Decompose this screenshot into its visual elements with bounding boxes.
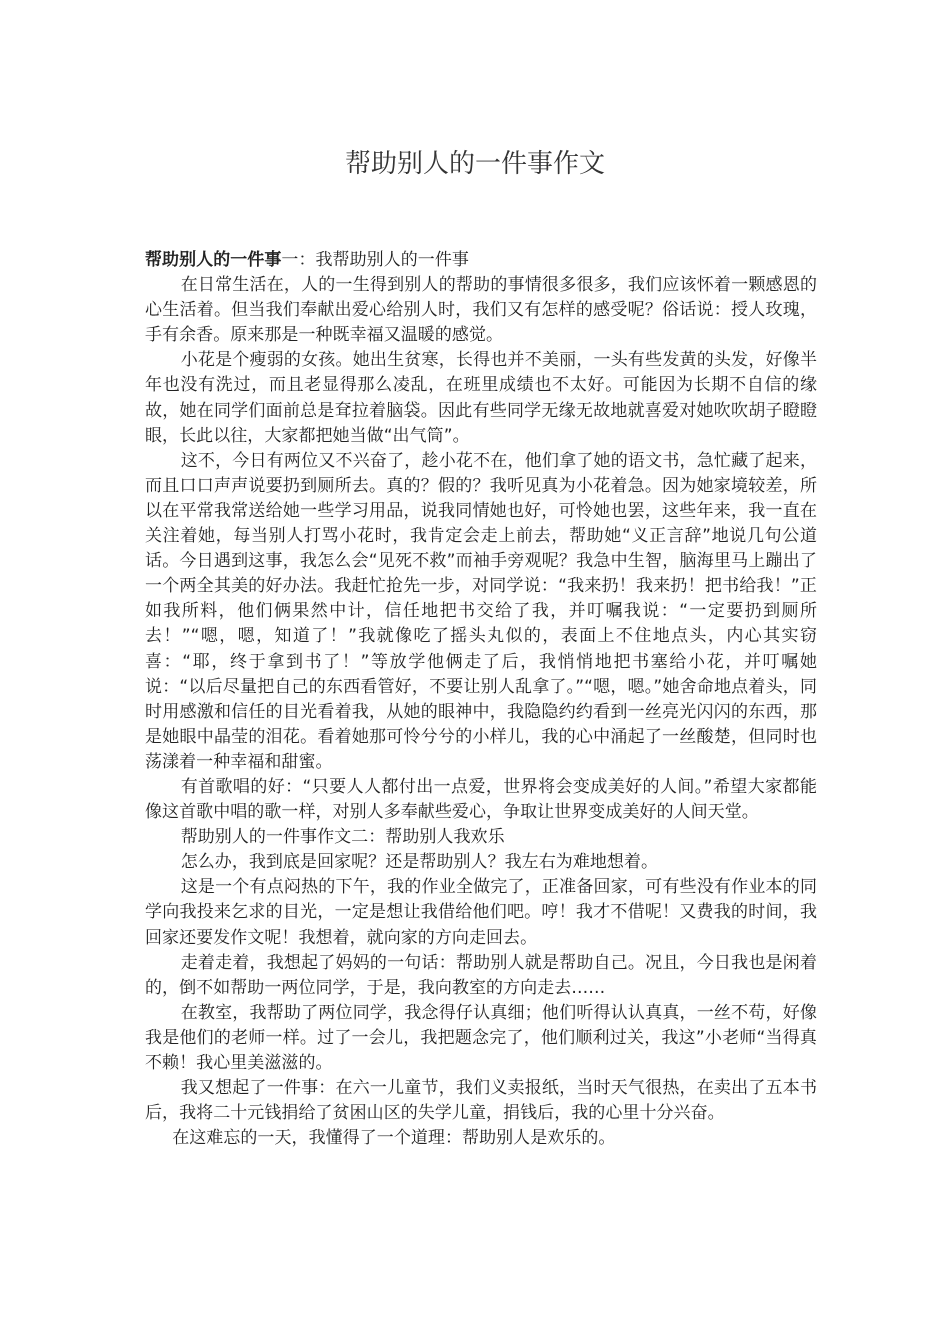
section-heading [145, 248, 817, 273]
paragraph: 在教室，我帮助了两位同学，我念得仔认真细；他们听得认认真真，一丝不苟，好像我是他们的老师一样。过了一会儿，我把题念完了，他们顺利过关，我这”小老师“当得真不赖！我心里美滋滋的。 [145, 1002, 817, 1073]
paragraph: 走着走着，我想起了妈妈的一句话：帮助别人就是帮助自己。况且，今日我也是闲着的，倒不如帮助一两位同学，于是，我向教室的方向走去…… [145, 952, 817, 998]
paragraph: 怎么办，我到底是回家呢？还是帮助别人？我左右为难地想着。 [180, 852, 659, 873]
section-subheading: 帮助别人的一件事作文二：帮助别人我欢乐 [180, 827, 505, 848]
paragraph: 我又想起了一件事：在六一儿童节，我们义卖报纸，当时天气很热，在卖出了五本书后，我将二十元钱捐给了贫困山区的失学儿童，捐钱后，我的心里十分兴奋。 [145, 1078, 817, 1124]
paragraph: 在日常生活在，人的一生得到别人的帮助的事情很多很多，我们应该怀着一颗感恩的心生活着。但当我们奉献出爱心给别人时，我们又有怎样的感受呢？俗话说：授人玫瑰，手有余香。原来那是一种既幸福又温暖的感觉。 [145, 275, 817, 346]
paragraph: 有首歌唱的好：“只要人人都付出一点爱，世界将会变成美好的人间。”希望大家都能像这首歌中唱的歌一样，对别人多奉献些爱心，争取让世界变成美好的人间天堂。 [145, 776, 817, 823]
paragraph: 这是一个有点闷热的下午，我的作业全做完了，正准备回家，可有些没有作业本的同学向我投来乞求的目光，一定是想让我借给他们吧。哼！我才不借呢！又费我的时间，我回家还要发作文呢！我想着，就向家的方向走回去。 [145, 877, 817, 948]
document-title: 帮助别人的一件事作文 [344, 149, 605, 179]
section-heading-bold: 帮助别人的一件事 [145, 250, 282, 270]
paragraph: 小花是个瘦弱的女孩。她出生贫寒，长得也并不美丽，一头有些发黄的头发，好像半年也没有洗过，而且老显得那么凌乱，在班里成绩也不太好。可能因为长期不自信的缘故，她在同学们面前总是耷拉着脑袋。因此有些同学无缘无故地就喜爱对她吹吹胡子瞪瞪眼，长此以往，大家都把她当做“出气筒”。 [145, 350, 817, 446]
paragraph: 这不，今日有两位又不兴奋了，趁小花不在，他们拿了她的语文书，急忙藏了起来，而且口口声声说要扔到厕所去。真的？假的？我听见真为小花着急。因为她家境较差，所以在平常我常送给她一些学习用品，说我同情她也好，可怜她也罢，这些年来，我一直在关注着她，每当别人打骂小花时，我肯定会走上前去，帮助她“义正言辞”地说几句公道话。今日遇到这事，我怎么会“见死不救”而袖手旁观呢？我急中生智，脑海里马上蹦出了一个两全其美的好办法。我赶忙抢先一步，对同学说：“我来扔！我来扔！把书给我！”正如我所料，他们俩果然中计，信任地把书交给了我，并叮嘱我说：“一定要扔到厕所去！”“嗯，嗯，知道了！”我就像吃了摇头丸似的，表面上不住地点头，内心其实窃喜：“耶，终于拿到书了！”等放学他俩走了后，我悄悄地把书塞给小花，并叮嘱她说：“以后尽量把自己的东西看管好，不要让别人乱拿了。”“嗯，嗯。”她舍命地点着头，同时用感激和信任的目光看着我，从她的眼神中，我隐隐约约看到一丝亮光闪闪的东西，那是她眼中晶莹的泪花。看着她那可怜兮兮的小样儿，我的心中涌起了一丝酸楚，但同时也荡漾着一种幸福和甜蜜。 [145, 450, 817, 772]
section-heading-rest: 一：我帮助别人的一件事 [281, 250, 469, 270]
closing-paragraph: 在这难忘的一天，我懂得了一个道理：帮助别人是欢乐的。 [172, 1128, 616, 1149]
document-body [145, 248, 817, 1151]
